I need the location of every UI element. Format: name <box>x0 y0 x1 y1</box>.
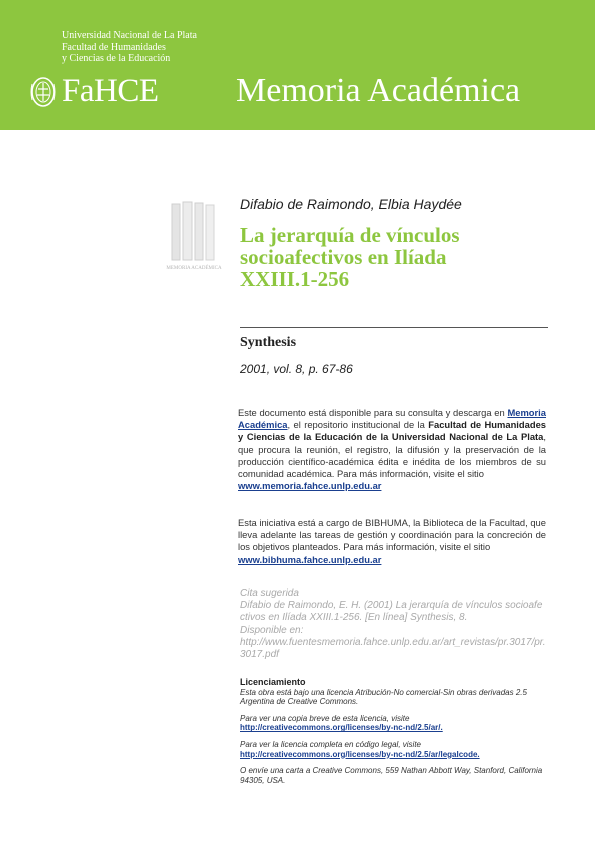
license-title: Licenciamiento <box>240 677 306 687</box>
divider <box>240 327 548 328</box>
memoria-url-link[interactable]: www.memoria.fahce.unlp.edu.ar <box>238 480 382 492</box>
article-title: La jerarquía de vínculos socioafectivos en Ilíada XXIII.1-256 <box>240 223 460 291</box>
header-banner <box>0 0 595 130</box>
article-author: Difabio de Raimondo, Elbia Haydée <box>240 196 462 212</box>
license-short-link[interactable]: http://creativecommons.org/licenses/by-nc-nd/2.5/ar/. <box>240 723 443 733</box>
license-legalcode-link[interactable]: http://creativecommons.org/licenses/by-nc-nd/2.5/ar/legalcode. <box>240 749 480 759</box>
license-section: Licenciamiento Esta obra está bajo una licencia Atribución-No comercial-Sin obras derivadas 2.5 Argentina de Creative Commons. Para ver una copia breve de esta licencia, visite http://creativecommons.org/licenses/by-nc-nd/2.5/ar/. Para ver la licencia completa en código legal, visite http://creativecommons.org/licenses/by-nc-nd/2.5/ar/legalcode. O envíe una carta a Creative Commons, 559 Nathan Abbott Way, Stanford, California 94305, USA. <box>240 678 548 785</box>
books-icon <box>166 200 222 274</box>
suggested-citation: Cita sugerida Difabio de Raimondo, E. H. (2001) La jerarquía de vínculos socioafectivos en Ilíada XXIII.1-256. [En línea] Synthesis, 8. Disponible en: http://www.fuentesmemoria.fahce.unlp.edu.ar/art_revistas/pr.3017/pr.3017.pdf <box>240 588 546 661</box>
faculty-logo: FaHCE <box>62 73 159 109</box>
publication-info: 2001, vol. 8, p. 67-86 <box>240 362 353 376</box>
memoria-link[interactable]: Memoria Académica <box>238 407 546 431</box>
bibhuma-url-link[interactable]: www.bibhuma.fahce.unlp.edu.ar <box>238 553 382 565</box>
books-caption: MEMORIA ACADÉMICA <box>166 266 222 271</box>
availability-paragraph: Este documento está disponible para su consulta y descarga en Memoria Académica, el repositorio institucional de la Facultad de Humanidades y Ciencias de la Educación de la Universidad Nacional de La Plata, que procura la reunión, el registro, la difusión y la preservación de la producción científico-académica édita e inédita de los miembros de su comunidad académica. Para más información, visite el sitio www.memoria.fahce.unlp.edu.ar <box>238 407 546 492</box>
journal-name: Synthesis <box>240 335 297 350</box>
university-seal-icon <box>28 74 58 110</box>
citation-url[interactable]: http://www.fuentesmemoria.fahce.unlp.edu.ar/art_revistas/pr.3017/pr.3017.pdf <box>240 636 546 661</box>
university-name: Universidad Nacional de La Plata Facultad de Humanidades y Ciencias de la Educación <box>62 30 197 64</box>
bibhuma-paragraph: Esta iniciativa está a cargo de BIBHUMA, la Biblioteca de la Facultad, que lleva adelante las tareas de gestión y coordinación para la concreción de los objetivos planteados. Para más información, visite el sitio www.bibhuma.fahce.unlp.edu.ar <box>238 517 546 565</box>
repository-name: Memoria Académica <box>236 72 521 109</box>
